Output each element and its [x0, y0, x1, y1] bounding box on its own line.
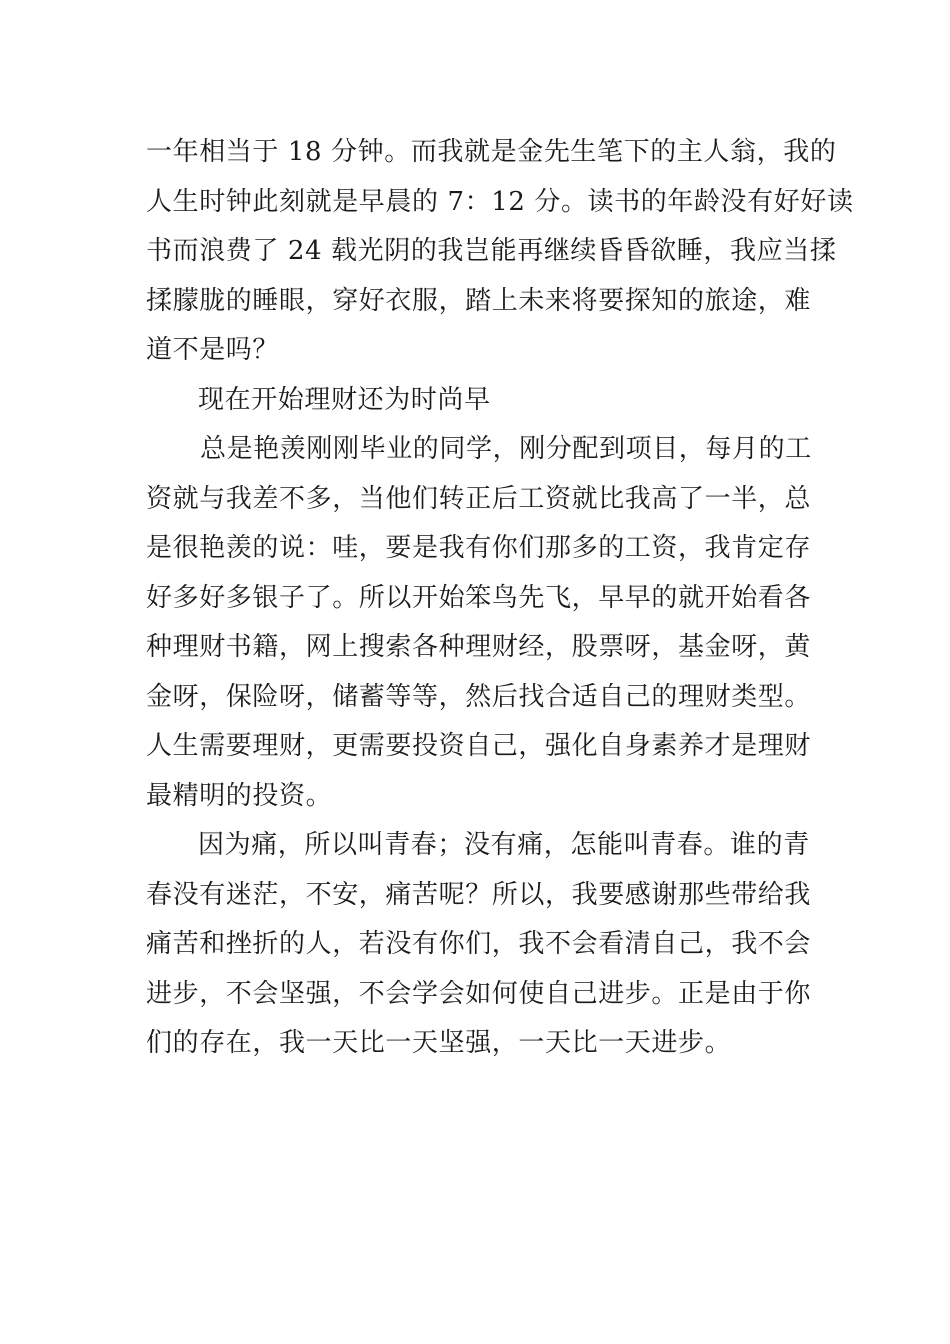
- text-line: 人生时钟此刻就是早晨的 7：12 分。读书的年龄没有好好读: [146, 186, 854, 217]
- heading-line: 现在开始理财还为时尚早: [198, 384, 491, 415]
- text-line: 是很艳羡的说：哇，要是我有你们那多的工资，我肯定存: [146, 533, 812, 563]
- text-line: 一年相当于 18 分钟。而我就是金先生笔下的主人翁，我的: [146, 137, 837, 167]
- section-heading: [146, 376, 816, 426]
- text-line: 春没有迷茫，不安，痛苦呢？所以，我要感谢那些带给我: [146, 879, 812, 910]
- text-line: 最精明的投资。: [146, 780, 333, 811]
- text-line: 金呀，保险呀，储蓄等等，然后找合适自己的理财类型。: [146, 681, 812, 712]
- text-line: 因为痛，所以叫青春；没有痛，怎能叫青春。谁的青: [198, 830, 810, 860]
- paragraph: [146, 425, 816, 821]
- text-line: 人生需要理财，更需要投资自己，强化自身素养才是理财: [146, 731, 812, 761]
- paragraph: [146, 128, 854, 376]
- text-line: 资就与我差不多，当他们转正后工资就比我高了一半，总: [146, 483, 812, 514]
- document-body: [146, 128, 854, 1069]
- paragraph: [146, 821, 816, 1069]
- text-line: 痛苦和挫折的人，若没有你们，我不会看清自己，我不会: [146, 929, 812, 959]
- text-line: 总是艳羡刚刚毕业的同学，刚分配到项目，每月的工: [200, 434, 812, 464]
- text-line: 进步，不会坚强，不会学会如何使自己进步。正是由于你: [146, 978, 812, 1009]
- text-line: 们的存在，我一天比一天坚强，一天比一天进步。: [146, 1028, 732, 1058]
- text-line: 书而浪费了 24 载光阴的我岂能再继续昏昏欲睡，我应当揉: [146, 236, 837, 266]
- text-line: 道不是吗？: [146, 335, 280, 365]
- text-line: 好多好多银子了。所以开始笨鸟先飞，早早的就开始看各: [146, 582, 812, 613]
- text-line: 种理财书籍，网上搜索各种理财经，股票呀，基金呀，黄: [146, 632, 812, 662]
- text-line: 揉朦胧的睡眼，穿好衣服，踏上未来将要探知的旅途，难: [146, 285, 812, 316]
